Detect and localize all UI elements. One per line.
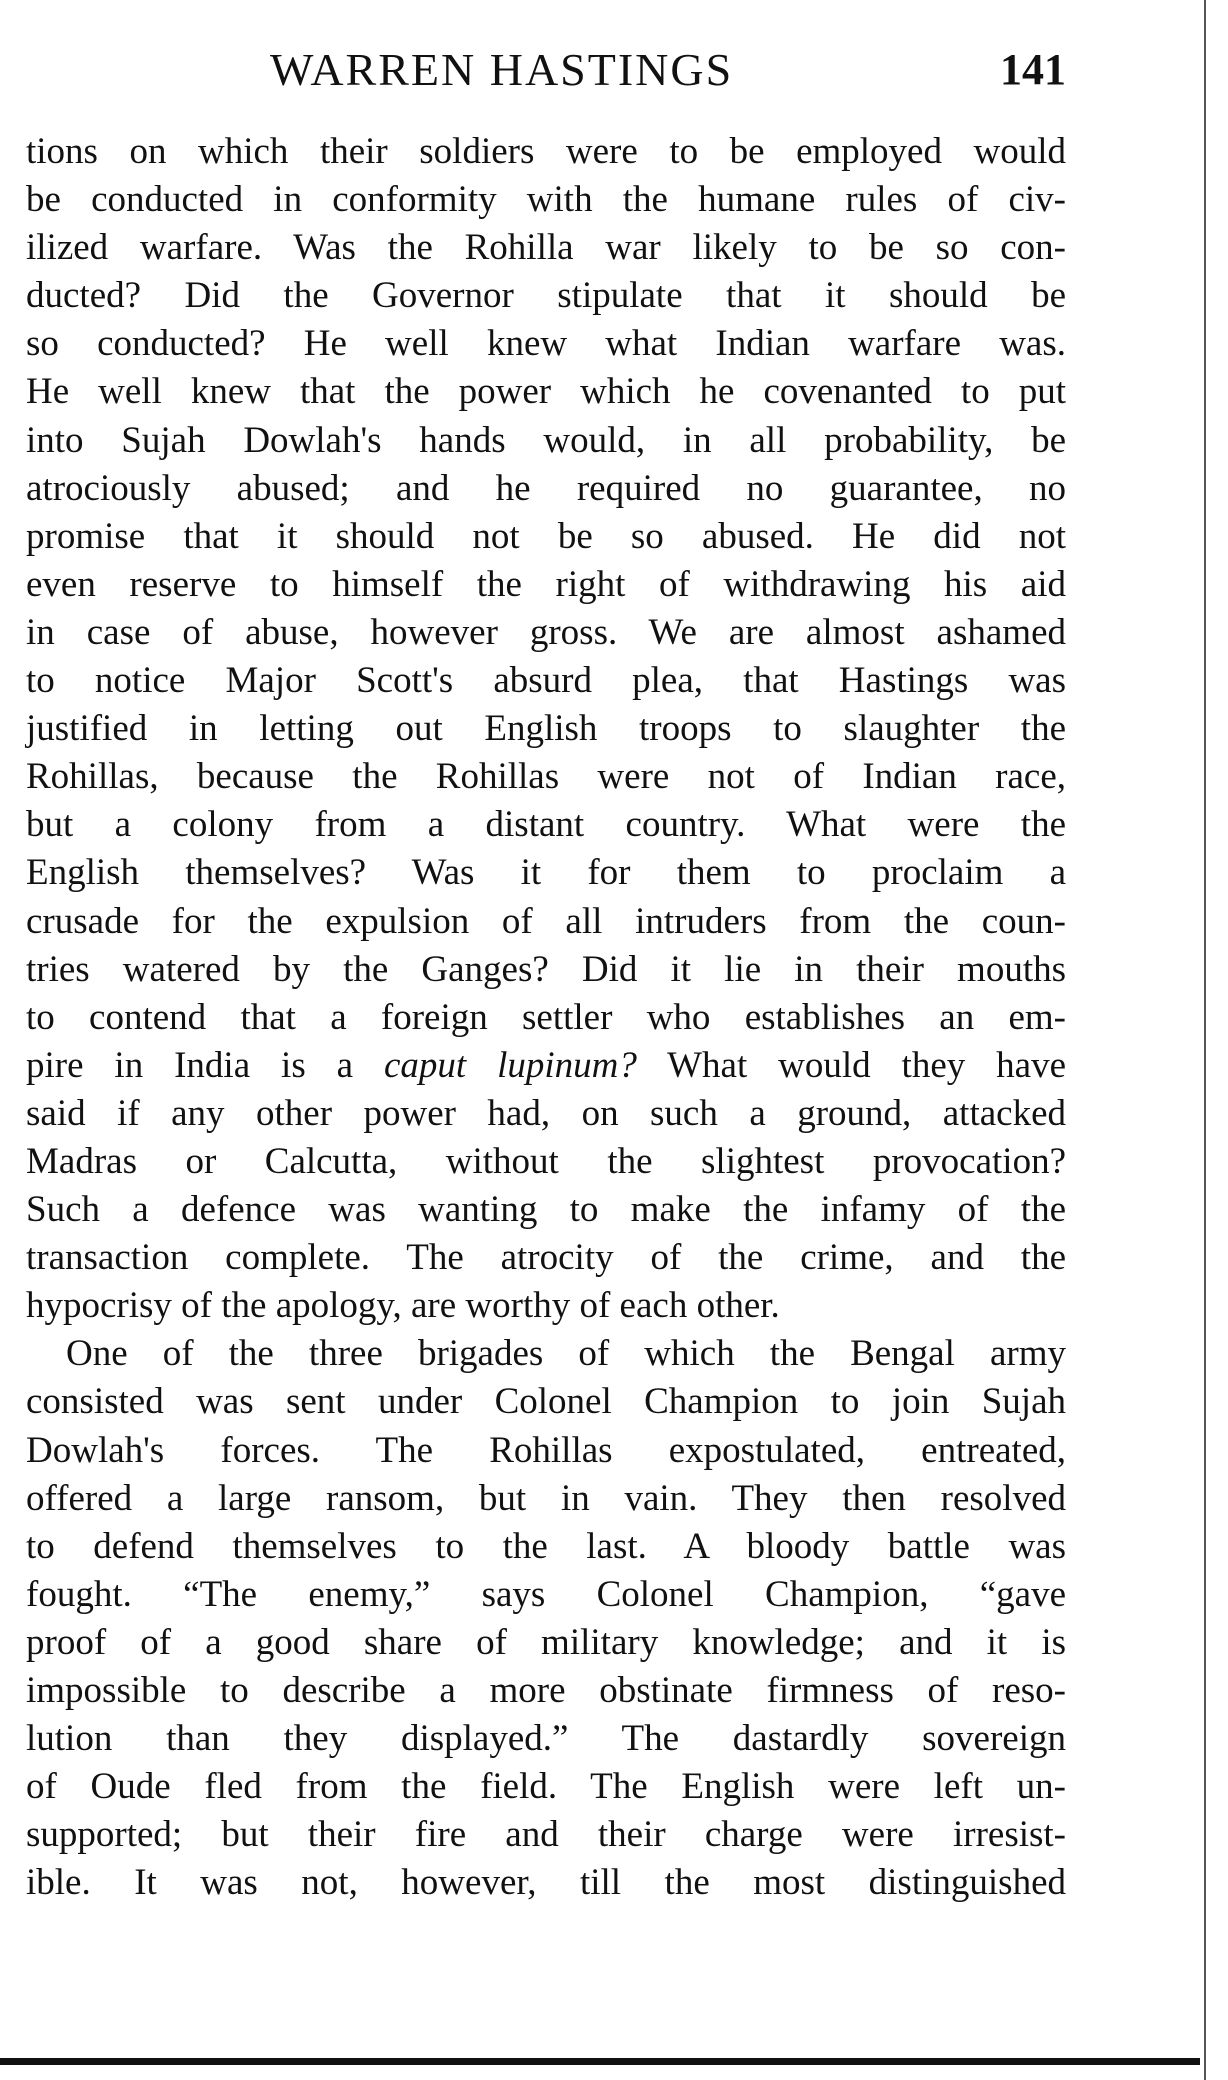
text-line: be conducted in conformity with the humane rules of civ- bbox=[26, 179, 1066, 221]
body-text bbox=[26, 128, 1066, 1907]
text-line: Madras or Calcutta, without the slightest provocation? bbox=[26, 1140, 1066, 1182]
text-line: ible. It was not, however, till the most distinguished bbox=[26, 1862, 1066, 1904]
bottom-rule bbox=[0, 2058, 1200, 2065]
running-title: WARREN HASTINGS bbox=[270, 44, 734, 95]
text-line: proof of a good share of military knowledge; and it is bbox=[26, 1621, 1066, 1663]
text-line: impossible to describe a more obstinate firmness of reso- bbox=[26, 1670, 1066, 1711]
paragraph-start-line: One of the three brigades of which the Bengal army bbox=[66, 1333, 1066, 1375]
page-edge bbox=[1204, 0, 1206, 2080]
text-line: consisted was sent under Colonel Champion to join Sujah bbox=[26, 1381, 1066, 1423]
text-line: to notice Major Scott's absurd plea, that Hastings was bbox=[26, 660, 1066, 702]
text-line: so conducted? He well knew what Indian warfare was. bbox=[26, 323, 1066, 365]
text-line: He well knew that the power which he covenanted to put bbox=[26, 371, 1066, 413]
text-line: in case of abuse, however gross. We are almost ashamed bbox=[26, 611, 1066, 653]
page-number: 141 bbox=[1000, 45, 1066, 94]
text-line: to contend that a foreign settler who establishes an em- bbox=[26, 996, 1066, 1038]
text-line: of Oude fled from the field. The English were left un- bbox=[26, 1766, 1066, 1808]
text-line: to defend themselves to the last. A bloody battle was bbox=[26, 1525, 1066, 1567]
text-line: Dowlah's forces. The Rohillas expostulated, entreated, bbox=[26, 1429, 1066, 1471]
running-head bbox=[26, 40, 1066, 100]
text-line: ilized warfare. Was the Rohilla war likely to be so con- bbox=[26, 227, 1066, 269]
text-segment: pire in India is a bbox=[26, 1044, 384, 1086]
text-line: ducted? Did the Governor stipulate that it should be bbox=[26, 275, 1066, 317]
text-line: even reserve to himself the right of withdrawing his aid bbox=[26, 563, 1066, 605]
text-line: crusade for the expulsion of all intruders from the coun- bbox=[26, 900, 1066, 942]
text-line: Rohillas, because the Rohillas were not of Indian race, bbox=[26, 756, 1066, 798]
italic-phrase: caput lupinum? bbox=[383, 1044, 637, 1086]
text-line: Such a defence was wanting to make the infamy of the bbox=[26, 1189, 1066, 1231]
text-line: offered a large ransom, but in vain. They then resolved bbox=[26, 1477, 1066, 1519]
text-line: fought. “The enemy,” says Colonel Champion, “gave bbox=[26, 1573, 1066, 1615]
paragraph-end-line: hypocrisy of the apology, are worthy of each other. bbox=[26, 1285, 780, 1327]
text-line: atrociously abused; and he required no guarantee, no bbox=[26, 467, 1066, 509]
text-line: lution than they displayed.” The dastardly sovereign bbox=[26, 1718, 1066, 1760]
text-line: transaction complete. The atrocity of the crime, and the bbox=[26, 1237, 1066, 1279]
text-segment: What would they have bbox=[636, 1044, 1066, 1086]
text-line-with-italic bbox=[26, 1042, 1066, 1090]
text-line: tries watered by the Ganges? Did it lie in their mouths bbox=[26, 948, 1066, 990]
text-line: justified in letting out English troops to slaughter the bbox=[26, 708, 1066, 750]
text-line: into Sujah Dowlah's hands would, in all probability, be bbox=[26, 419, 1066, 461]
text-line: said if any other power had, on such a ground, attacked bbox=[26, 1092, 1066, 1134]
text-line: tions on which their soldiers were to be employed would bbox=[26, 131, 1066, 172]
text-line: supported; but their fire and their charge were irresist- bbox=[26, 1814, 1066, 1856]
text-line: English themselves? Was it for them to proclaim a bbox=[26, 852, 1066, 894]
text-line: but a colony from a distant country. What were the bbox=[26, 804, 1066, 846]
text-line: promise that it should not be so abused. He did not bbox=[26, 515, 1066, 557]
